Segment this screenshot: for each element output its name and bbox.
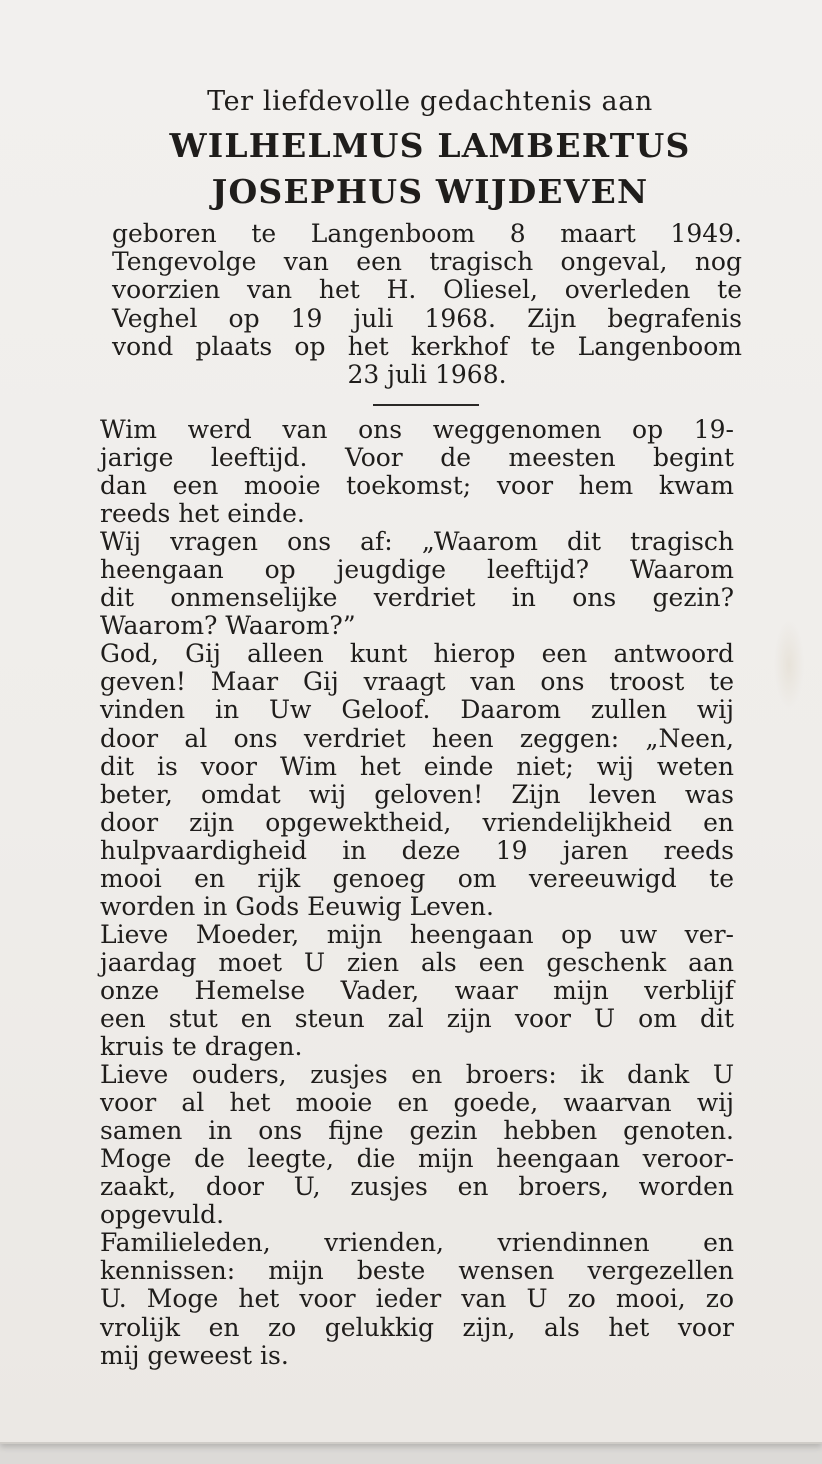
text-line: samen in ons fijne gezin hebben genoten. [100, 1116, 734, 1146]
paper-stain [774, 620, 804, 710]
text-line: jaardag moet U zien als een geschenk aan [100, 947, 734, 977]
biography-block [112, 220, 742, 389]
text-line: Lieve ouders, zusjes en broers: ik dank U [100, 1060, 734, 1090]
memorial-text [100, 416, 734, 1370]
text-line: zaakt, door U, zusjes en broers, worden [100, 1172, 734, 1202]
text-line: Wij vragen ons af: „Waarom dit tragisch [100, 527, 734, 557]
text-line: hulpvaardigheid in deze 19 jaren reeds [100, 835, 734, 865]
text-line: beter, omdat wij geloven! Zijn leven was [100, 779, 734, 809]
text-line: heengaan op jeugdige leeftijd? Waarom [100, 555, 734, 585]
text-line: opgevuld. [100, 1200, 225, 1230]
bio-line: Tengevolge van een tragisch ongeval, nog [112, 247, 742, 277]
text-line: U. Moge het voor ieder van U zo mooi, zo [100, 1284, 734, 1314]
bio-line: 23 juli 1968. [347, 360, 507, 390]
text-line: Moge de leegte, die mijn heengaan veroor- [100, 1144, 734, 1174]
text-line: voor al het mooie en goede, waarvan wij [100, 1088, 734, 1118]
text-line: kennissen: mijn beste wensen vergezellen [100, 1256, 734, 1286]
bio-line: vond plaats op het kerkhof te Langenboom [112, 331, 742, 361]
text-line: vinden in Uw Geloof. Daarom zullen wij [100, 695, 734, 725]
text-line: geven! Maar Gij vraagt van ons troost te [100, 667, 734, 697]
bio-line: geboren te Langenboom 8 maart 1949. [112, 219, 742, 248]
text-line: onze Hemelse Vader, waar mijn verblijf [100, 975, 734, 1005]
bio-line: voorzien van het H. Oliesel, overleden te [112, 275, 742, 305]
text-line: jarige leeftijd. Voor de meesten begint [100, 443, 734, 473]
text-line: dan een mooie toekomst; voor hem kwam [100, 471, 734, 501]
text-line: dit is voor Wim het einde niet; wij weten [100, 751, 734, 781]
deceased-name-line-2: JOSEPHUS WIJDEVEN [211, 172, 649, 211]
text-line: door al ons verdriet heen zeggen: „Neen, [100, 723, 734, 753]
text-line: kruis te dragen. [100, 1032, 303, 1062]
text-line: reeds het einde. [100, 499, 305, 529]
text-line: Waarom? Waarom?” [100, 611, 356, 641]
text-line: mij geweest is. [100, 1340, 289, 1370]
text-line: dit onmenselijke verdriet in ons gezin? [100, 583, 734, 613]
card-intro: Ter liefdevolle gedachtenis aan [207, 86, 653, 117]
text-line: Lieve Moeder, mijn heengaan op uw ver- [100, 919, 734, 949]
text-line: worden in Gods Eeuwig Leven. [100, 891, 494, 921]
deceased-name-line-1: WILHELMUS LAMBERTUS [169, 126, 691, 165]
bio-line: Veghel op 19 juli 1968. Zijn begrafenis [112, 303, 742, 333]
text-line: mooi en rijk genoeg om vereeuwigd te [100, 863, 734, 893]
text-line: door zijn opgewektheid, vriendelijkheid en [100, 807, 734, 837]
text-line: vrolijk en zo gelukkig zijn, als het voor [100, 1312, 734, 1342]
text-line: Wim werd van ons weggenomen op 19- [100, 415, 734, 444]
text-line: Familieleden, vrienden, vriendinnen en [100, 1228, 734, 1258]
section-divider [373, 404, 479, 406]
text-line: een stut en steun zal zijn voor U om dit [100, 1003, 734, 1033]
text-line: God, Gij alleen kunt hierop een antwoord [100, 639, 734, 669]
